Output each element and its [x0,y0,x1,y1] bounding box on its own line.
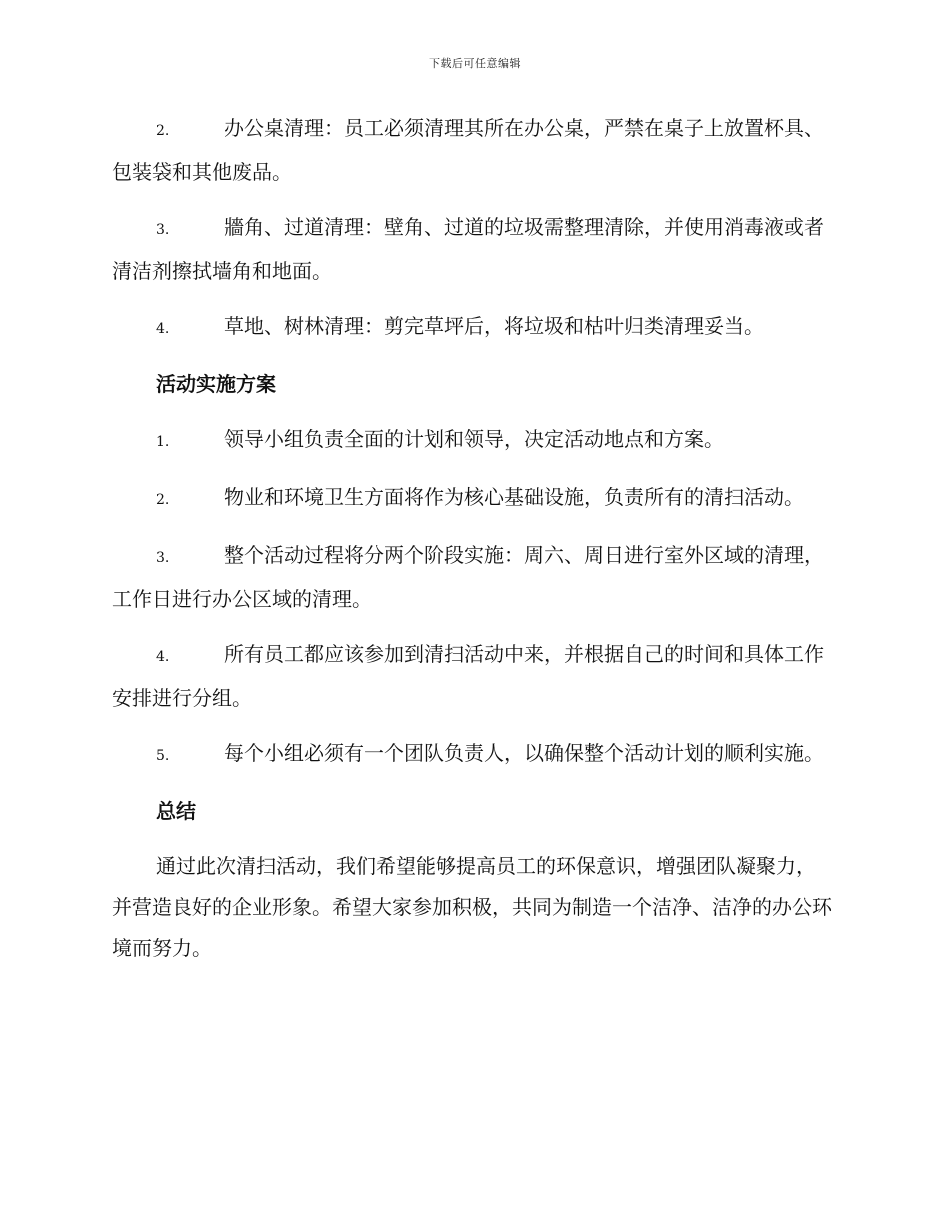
list-item-text: 草地、树林清理：剪完草坪后，将垃圾和枯叶归类清理妥当。 [224,314,764,338]
list-item-number: 4. [156,649,170,665]
section-heading-summary: 总结 [156,799,196,823]
list-item-text: 物业和环境卫生方面将作为核心基础设施，负责所有的清扫活动。 [224,485,804,509]
list-item [112,306,832,350]
summary-paragraph: 通过此次清扫活动，我们希望能够提高员工的环保意识，增强团队凝聚力，并营造良好的企业形象。希望大家参加积极，共同为制造一个洁净、洁净的办公环境而努力。 [112,854,832,960]
list-item [112,634,832,719]
list-item-number: 5. [156,748,170,764]
list-item-text: 每个小组必须有一个团队负责人，以确保整个活动计划的顺利实施。 [224,741,824,765]
list-item [112,535,832,620]
document-content [112,108,832,969]
list-item-text: 领导小组负责全面的计划和领导，决定活动地点和方案。 [224,427,724,451]
list-item-number: 2. [156,492,170,508]
list-item-text: 牆角、过道清理：壁角、过道的垃圾需整理清除，并使用消毒液或者清洁剂擦拭墙角和地面。 [112,215,824,283]
list-item-number: 4. [156,321,170,337]
header-note: 下载后可任意编辑 [429,57,521,70]
list-item [112,207,832,292]
list-item-number: 2. [156,123,170,139]
list-item [112,419,832,463]
list-item [112,477,832,521]
list-item-text: 整个活动过程将分两个阶段实施：周六、周日进行室外区域的清理，工作日进行办公区域的清理。 [112,543,824,611]
list-item-number: 3. [156,222,170,238]
list-item [112,108,832,193]
list-item-number: 1. [156,434,170,450]
list-item [112,733,832,777]
section-heading-plan: 活动实施方案 [156,372,276,396]
list-item-text: 所有员工都应该参加到清扫活动中来，并根据自己的时间和具体工作安排进行分组。 [112,642,824,710]
list-item-text: 办公桌清理：员工必须清理其所在办公桌，严禁在桌子上放置杯具、包装袋和其他废品。 [112,116,824,184]
list-item-number: 3. [156,550,170,566]
